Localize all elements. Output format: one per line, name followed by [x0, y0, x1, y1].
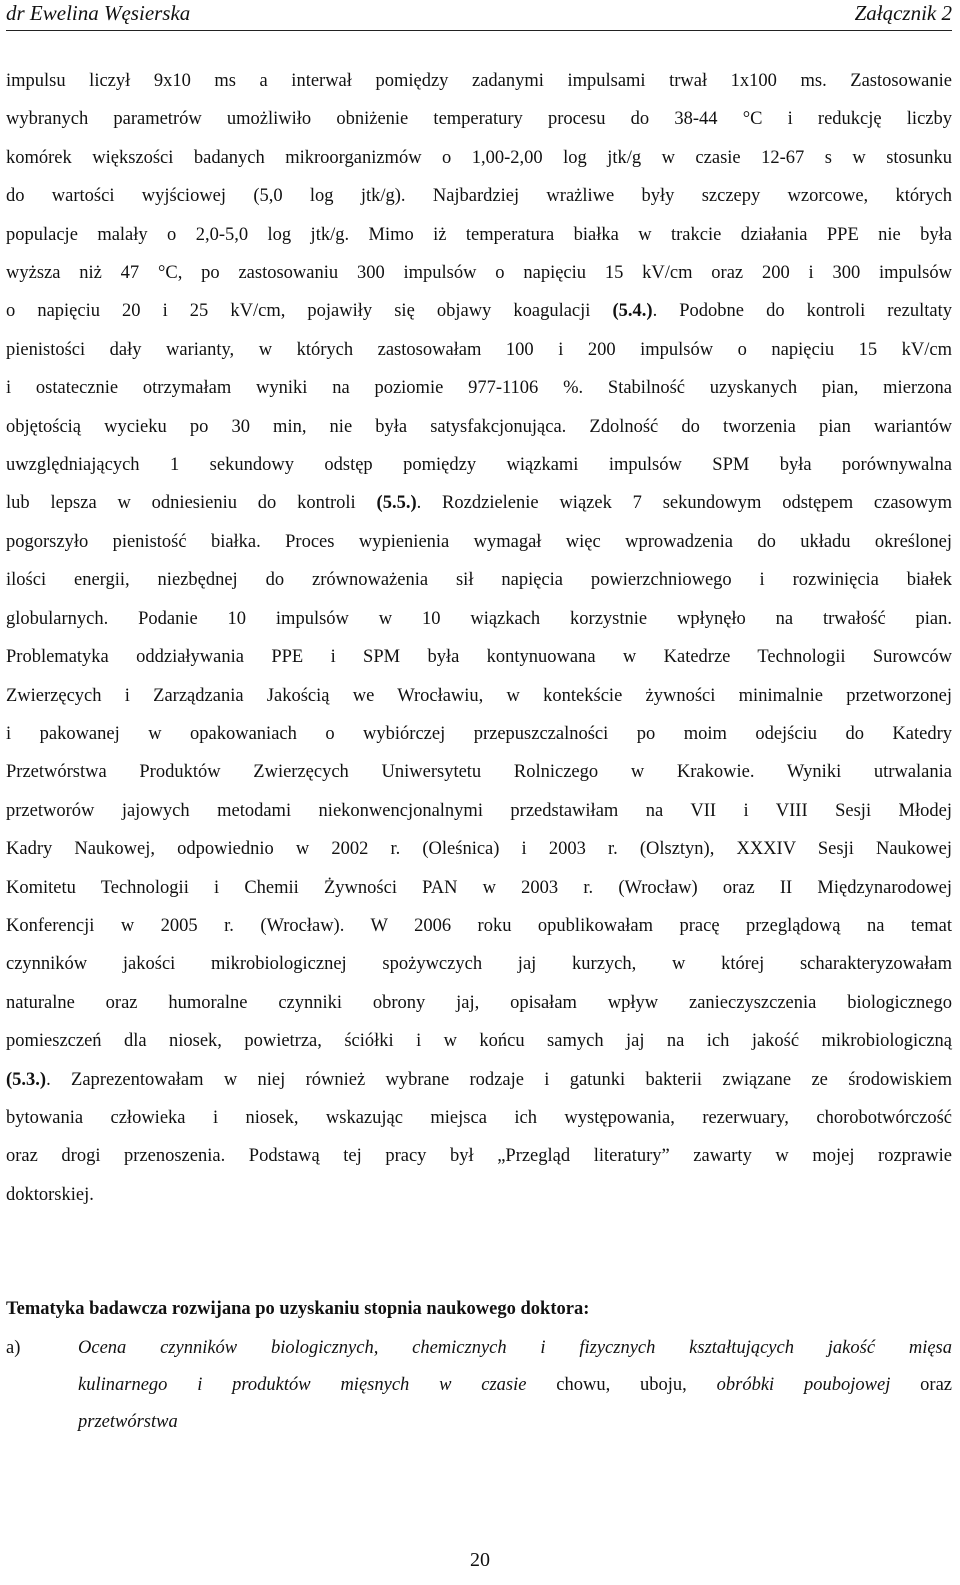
paragraph-line: komórek większości badanych mikroorganizmów o 1,00-2,00 log jtk/g w czasie 12-67 s w stosunku: [6, 147, 952, 168]
paragraph-line: Komitetu Technologii i Chemii Żywności PAN w 2003 r. (Wrocław) oraz II Międzynarodowej: [6, 877, 952, 898]
section-reference: (5.4.): [612, 301, 653, 322]
section-reference: (5.5.): [376, 493, 417, 514]
section-reference: (5.3.): [6, 1069, 47, 1090]
paragraph-text: lub lepsza w odniesieniu do kontroli: [6, 493, 377, 514]
list-item-line: [78, 1404, 952, 1441]
paragraph-line: przetworów jajowych metodami niekonwencjonalnymi przedstawiłam na VII i VIII Sesji Młodej: [6, 800, 952, 821]
list-marker: a): [6, 1338, 21, 1358]
list-item-text: oraz: [890, 1375, 952, 1395]
list-item-text: przetwórstwa: [78, 1412, 178, 1432]
paragraph-line: impulsu liczył 9x10 ms a interwał pomiędzy zadanymi impulsami trwał 1x100 ms. Zastosowanie: [6, 71, 952, 91]
paragraph-line: pogorszyło pienistość białka. Proces wypienienia wymagał więc wprowadzenia do układu określonej: [6, 531, 952, 552]
paragraph-line: pomieszczeń dla niosek, powietrza, ściółki i w końcu samych jaj na ich jakość mikrobiologiczną: [6, 1031, 952, 1052]
paragraph-line: Zwierzęcych i Zarządzania Jakością we Wrocławiu, w kontekście żywności minimalnie przetworzonej: [6, 685, 952, 706]
paragraph-line: czynników jakości mikrobiologicznej spożywczych jaj kurzych, w której scharakteryzowałam: [6, 954, 952, 975]
paragraph-line: do wartości wyjściowej (5,0 log jtk/g). Najbardziej wrażliwe były szczepy wzorcowe, których: [6, 186, 952, 207]
paragraph-line: [6, 292, 952, 330]
paragraph-line: wybranych parametrów umożliwiło obniżenie temperatury procesu do 38-44 °C i redukcję liczby: [6, 109, 952, 130]
paragraph-line: uwzględniających 1 sekundowy odstęp pomiędzy wiązkami impulsów SPM była porównywalna: [6, 455, 952, 476]
paragraph-text: . Zaprezentowałam w niej również wybrane rodzaje i gatunki bakterii związane ze środowiskiem: [46, 1069, 952, 1090]
paragraph-line: globularnych. Podanie 10 impulsów w 10 wiązkach korzystnie wpłynęło na trwałość pian.: [6, 608, 952, 629]
list-item-line: [78, 1367, 952, 1404]
paragraph-line: objętością wycieku po 30 min, nie była satysfakcjonująca. Zdolność do tworzenia pian wariantów: [6, 416, 952, 437]
paragraph-line: Przetwórstwa Produktów Zwierzęcych Uniwersytetu Rolniczego w Krakowie. Wyniki utrwalania: [6, 762, 952, 783]
page-number: 20: [470, 1549, 490, 1571]
list-item-text: kulinarnego i produktów mięsnych w czasie: [78, 1375, 527, 1395]
list-item-line: [78, 1330, 952, 1367]
header-attachment: Załącznik 2: [854, 1, 952, 25]
paragraph-line: wyższa niż 47 °C, po zastosowaniu 300 impulsów o napięciu 15 kV/cm oraz 200 i 300 impulsów: [6, 263, 952, 284]
paragraph-line: populacje malały o 2,0-5,0 log jtk/g. Mimo iż temperatura białka w trakcie działania PPE nie była: [6, 224, 952, 245]
paragraph-line: [6, 484, 952, 522]
paragraph-line: Kadry Naukowej, odpowiednio w 2002 r. (Oleśnica) i 2003 r. (Olsztyn), XXXIV Sesji Naukowej: [6, 839, 952, 860]
paragraph-text: . Rozdzielenie wiązek 7 sekundowym odstępem czasowym: [416, 493, 952, 514]
paragraph-line: oraz drogi przenoszenia. Podstawą tej pracy był „Przegląd literatury” zawarty w mojej rozprawie: [6, 1146, 952, 1167]
page-header: [6, 0, 952, 31]
paragraph-line: bytowania człowieka i niosek, wskazując miejsca ich występowania, rezerwuary, chorobotwórczość: [6, 1107, 952, 1128]
list-item-text: chowu, uboju,: [526, 1375, 717, 1395]
list-item-text: Ocena czynników biologicznych, chemicznych i fizycznych kształtujących jakość mięsa: [78, 1338, 952, 1358]
list-item-text: obróbki poubojowej: [716, 1375, 891, 1395]
paragraph-line: Konferencji w 2005 r. (Wrocław). W 2006 roku opublikowałam pracę przeglądową na temat: [6, 915, 952, 936]
list-item-content: [78, 1330, 952, 1441]
paragraph-line: Problematyka oddziaływania PPE i SPM była kontynuowana w Katedrze Technologii Surowców: [6, 647, 952, 668]
body-paragraph: [6, 62, 952, 1214]
paragraph-line: i ostatecznie otrzymałam wyniki na poziomie 977-1106 %. Stabilność uzyskanych pian, mierzona: [6, 378, 952, 399]
paragraph-text: o napięciu 20 i 25 kV/cm, pojawiły się objawy koagulacji: [6, 301, 613, 322]
paragraph-line: pienistości dały warianty, w których zastosowałam 100 i 200 impulsów o napięciu 15 kV/cm: [6, 339, 952, 360]
header-author: dr Ewelina Węsierska: [6, 1, 191, 25]
paragraph-line: doktorskiej.: [6, 1184, 94, 1205]
paragraph-line: [6, 1061, 952, 1099]
section-heading: Tematyka badawcza rozwijana po uzyskaniu stopnia naukowego doktora:: [6, 1299, 590, 1319]
paragraph-text: . Podobne do kontroli rezultaty: [652, 301, 952, 322]
paragraph-line: naturalne oraz humoralne czynniki obrony jaj, opisałam wpływ zanieczyszczenia biologicznego: [6, 992, 952, 1013]
paragraph-line: ilości energii, niezbędnej do zrównoważenia sił napięcia powierzchniowego i rozwinięcia białek: [6, 570, 952, 591]
paragraph-line: i pakowanej w opakowaniach o wybiórczej przepuszczalności po moim odejściu do Katedry: [6, 723, 952, 744]
